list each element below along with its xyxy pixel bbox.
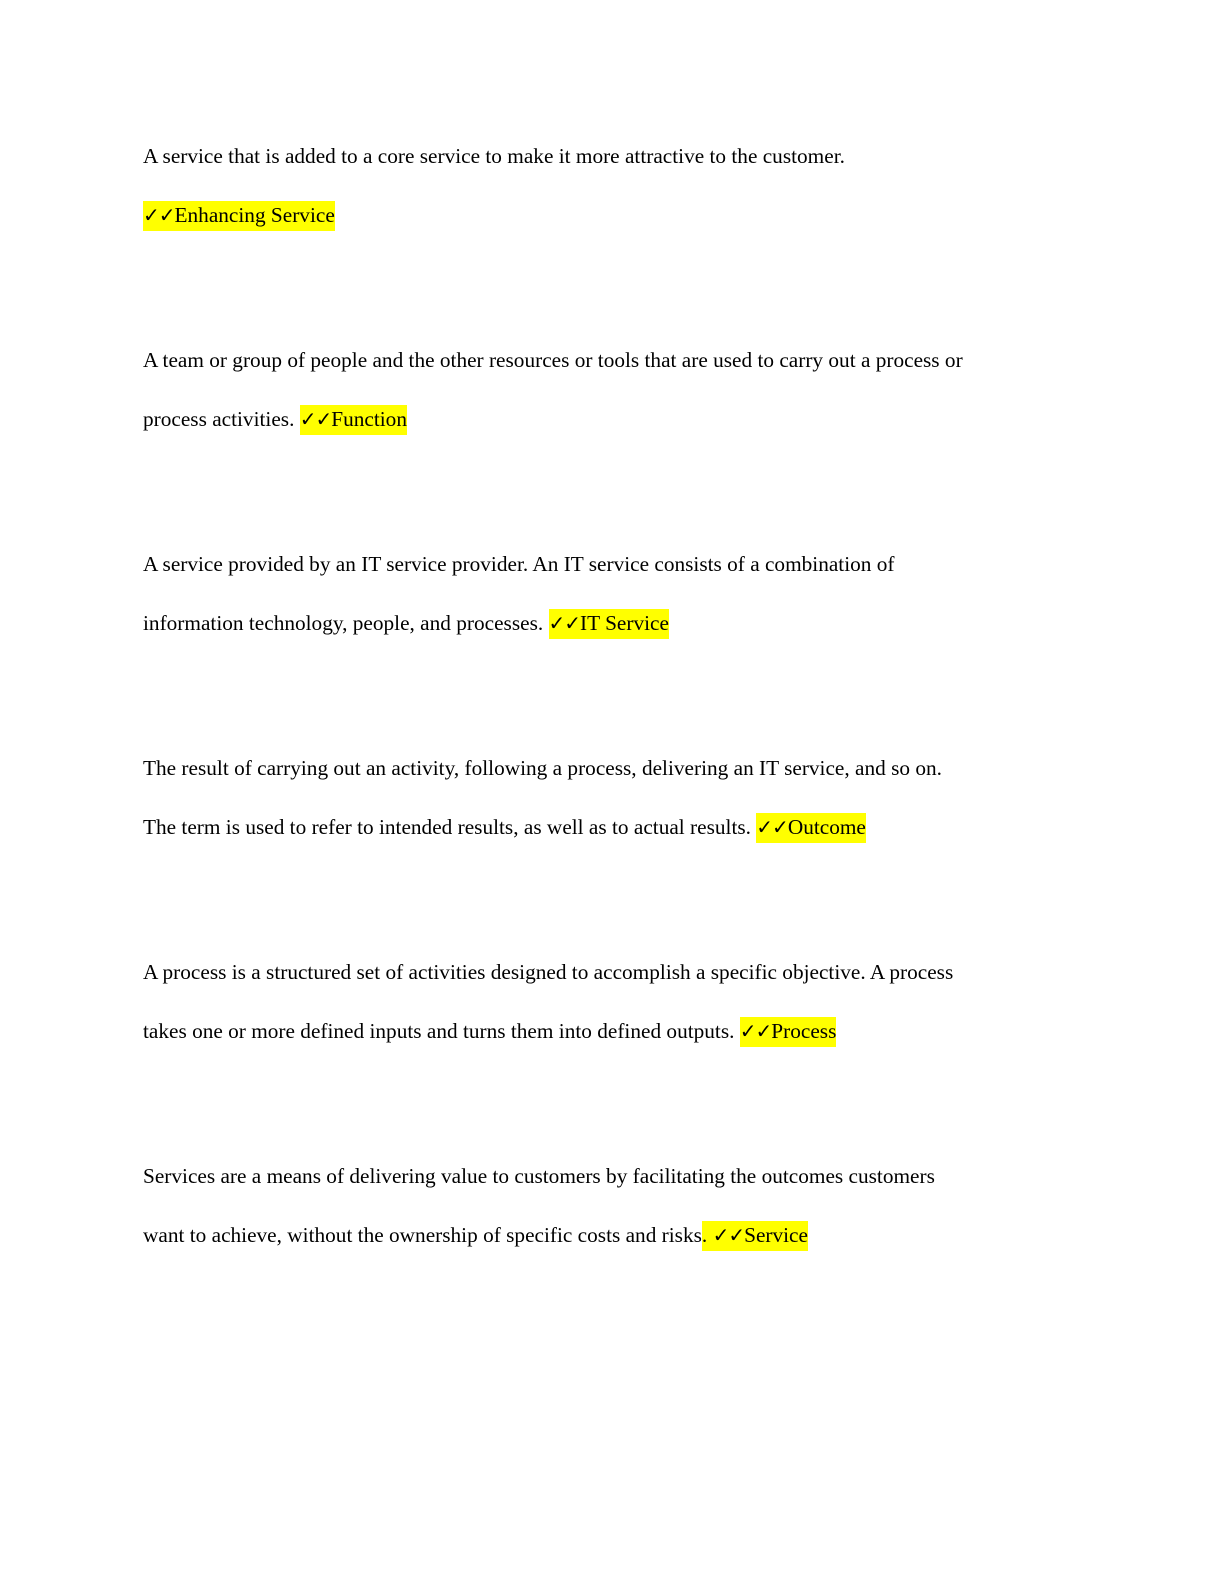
answer-highlight (549, 609, 669, 639)
definition-line-end: process activities. (143, 406, 300, 431)
answer-term: Enhancing Service (174, 202, 335, 227)
answer-term: Service (744, 1222, 808, 1247)
definition-line-end: takes one or more defined inputs and turns them into defined outputs. (143, 1018, 740, 1043)
answer-line (143, 1002, 1083, 1061)
answer-highlight (300, 405, 407, 435)
definition-line: A service provided by an IT service provider. An IT service consists of a combination of (143, 552, 895, 576)
answer-highlight (143, 201, 335, 231)
definition-line: A service that is added to a core service to make it more attractive to the customer. (143, 144, 845, 168)
answer-term: Outcome (787, 814, 866, 839)
answer-line (143, 1206, 1083, 1265)
definition-line-end: want to achieve, without the ownership of specific costs and risks (143, 1222, 702, 1247)
definition-entry (143, 535, 1083, 652)
definition-line: Services are a means of delivering value to customers by facilitating the outcomes customers (143, 1164, 935, 1188)
double-check-icon: ✓✓ (143, 202, 175, 227)
definition-entry (143, 331, 1083, 448)
double-check-icon: ✓✓ (756, 814, 788, 839)
definition-line: A team or group of people and the other resources or tools that are used to carry out a process or (143, 348, 963, 372)
answer-line (143, 186, 1083, 245)
answer-term: Function (331, 406, 407, 431)
double-check-icon: ✓✓ (299, 406, 332, 431)
definition-line-end: information technology, people, and processes. (143, 610, 549, 635)
answer-line (143, 390, 1083, 449)
answer-highlight (702, 1221, 808, 1251)
definition-line: The result of carrying out an activity, following a process, delivering an IT service, and so on. (143, 756, 942, 780)
definition-line: A process is a structured set of activities designed to accomplish a specific objective. A process (143, 960, 954, 984)
answer-line (143, 798, 1083, 857)
answer-highlight (740, 1017, 837, 1047)
answer-term: IT Service (580, 610, 669, 635)
definition-entry (143, 127, 1083, 244)
double-check-icon: ✓✓ (712, 1222, 745, 1247)
answer-highlight (756, 813, 866, 843)
answer-line (143, 594, 1083, 653)
definition-entry (143, 943, 1083, 1060)
double-check-icon: ✓✓ (739, 1018, 772, 1043)
double-check-icon: ✓✓ (548, 610, 581, 635)
answer-term: Process (771, 1018, 837, 1043)
definition-entry (143, 739, 1083, 856)
answer-prefix: . (701, 1222, 713, 1247)
definition-entry (143, 1147, 1083, 1264)
definition-line-end: The term is used to refer to intended results, as well as to actual results. (143, 814, 757, 839)
